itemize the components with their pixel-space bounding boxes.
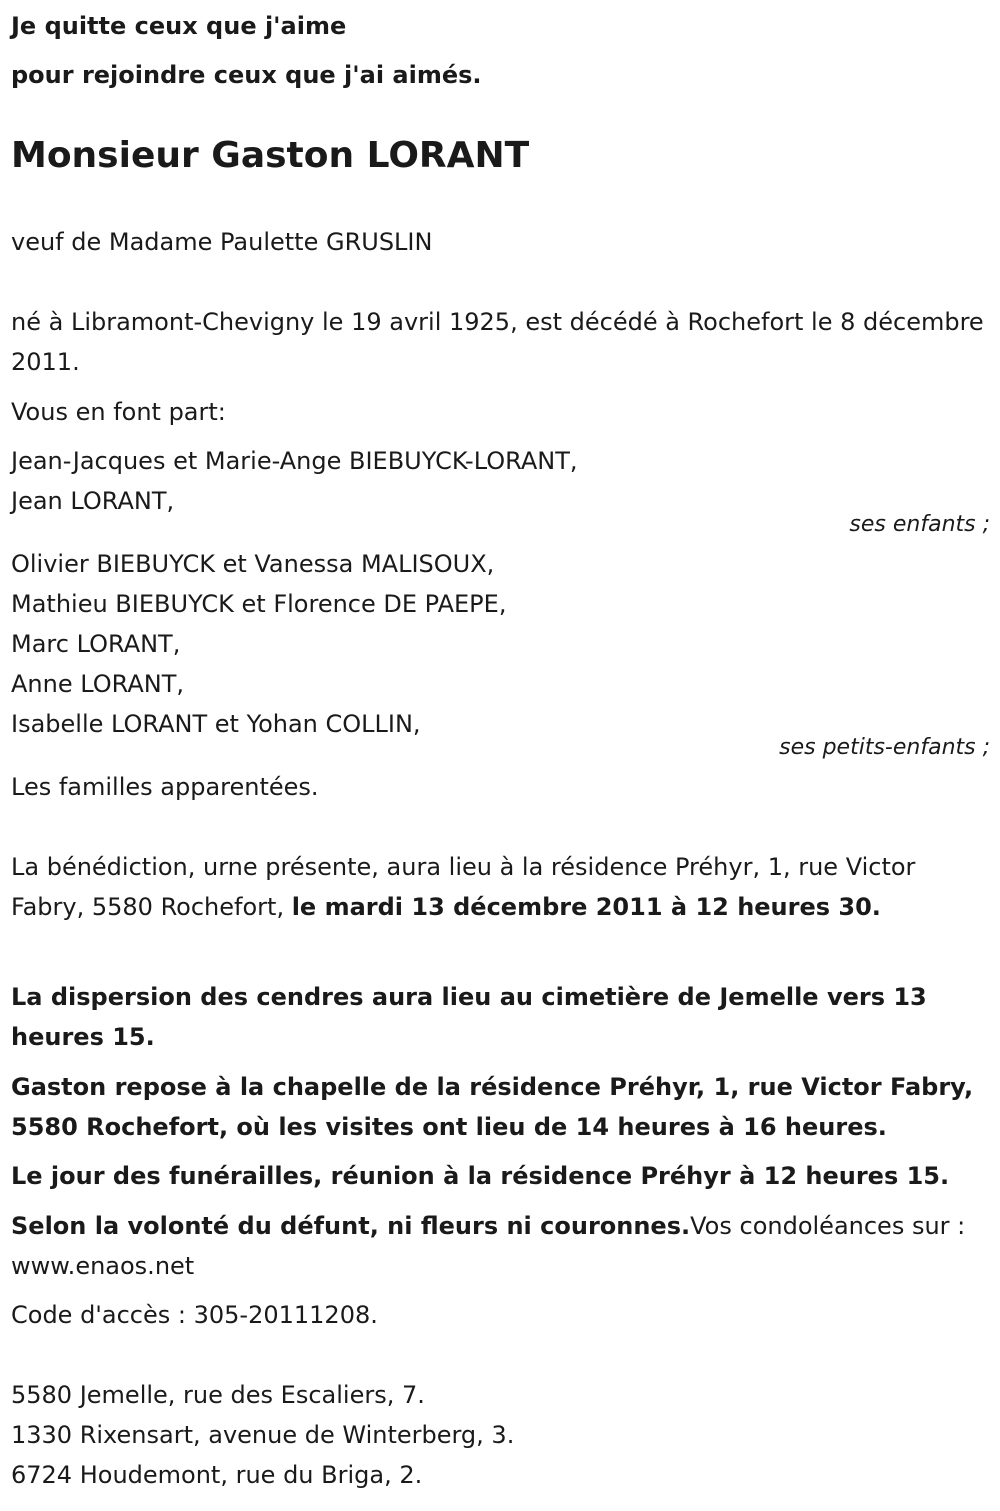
access-code-line: Code d'accès : 305-20111208.	[11, 1301, 378, 1329]
epigraph-line-2: pour rejoindre ceux que j'ai aimés.	[11, 61, 482, 89]
children-label: ses enfants ;	[849, 512, 990, 537]
repose-paragraph: Gaston repose à la chapelle de la résidence Préhyr, 1, rue Victor Fabry, 5580 Rochefort, où les visites ont lieu de 14 heures à 16 heures.	[11, 1073, 974, 1141]
announcement-intro: Vous en font part:	[11, 398, 226, 426]
dispersion-paragraph: La dispersion des cendres aura lieu au cimetière de Jemelle vers 13 heures 15.	[11, 983, 927, 1051]
widower-line: veuf de Madame Paulette GRUSLIN	[11, 228, 433, 256]
grandchild-line-3: Marc LORANT,	[11, 630, 181, 658]
birth-death-paragraph: né à Libramont-Chevigny le 19 avril 1925, est décédé à Rochefort le 8 décembre 2011.	[11, 308, 984, 376]
address-line-2: 1330 Rixensart, avenue de Winterberg, 3.	[11, 1421, 515, 1449]
wish-paragraph	[11, 1206, 986, 1286]
children-line-1: Jean-Jacques et Marie-Ange BIEBUYCK-LORANT,	[11, 447, 578, 475]
families-line: Les familles apparentées.	[11, 773, 319, 801]
grandchildren-label: ses petits-enfants ;	[779, 735, 990, 760]
grandchild-line-4: Anne LORANT,	[11, 670, 185, 698]
benediction-date: le mardi 13 décembre 2011 à 12 heures 30.	[291, 893, 881, 921]
benediction-text: La bénédiction, urne présente, aura lieu à la résidence Préhyr, 1, rue Victor Fabry, 5580 Rochefort,	[11, 853, 916, 921]
grandchild-line-2: Mathieu BIEBUYCK et Florence DE PAEPE,	[11, 590, 507, 618]
epigraph-line-1: Je quitte ceux que j'aime	[11, 12, 347, 40]
address-line-3: 6724 Houdemont, rue du Briga, 2.	[11, 1461, 423, 1489]
benediction-paragraph	[11, 847, 986, 927]
condolences-text: Vos condoléances sur : www.enaos.net	[11, 1212, 966, 1280]
grandchild-line-1: Olivier BIEBUYCK et Vanessa MALISOUX,	[11, 550, 495, 578]
wish-text: Selon la volonté du défunt, ni fleurs ni couronnes.	[11, 1212, 691, 1240]
funeral-day-line: Le jour des funérailles, réunion à la résidence Préhyr à 12 heures 15.	[11, 1162, 950, 1190]
grandchild-line-5: Isabelle LORANT et Yohan COLLIN,	[11, 710, 421, 738]
deceased-name: Monsieur Gaston LORANT	[11, 135, 530, 176]
children-line-2: Jean LORANT,	[11, 487, 175, 515]
address-line-1: 5580 Jemelle, rue des Escaliers, 7.	[11, 1381, 425, 1409]
